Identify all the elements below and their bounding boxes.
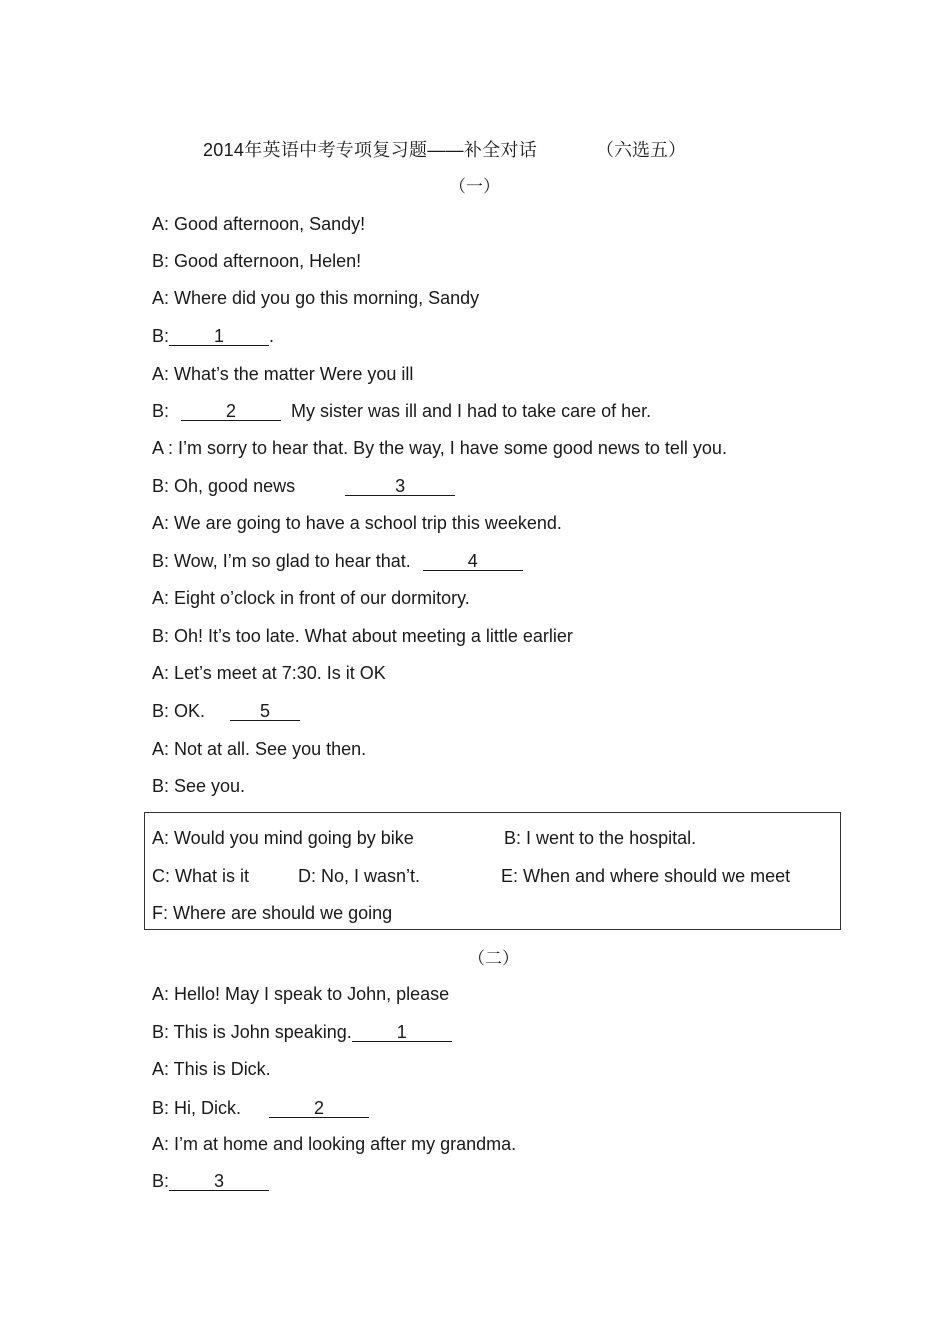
answer-blank[interactable]: 4 [423,552,523,571]
title-main: 2014年英语中考专项复习题——补全对话 [203,140,538,160]
dialogue-line-with-blank [152,1171,269,1192]
dialogue-line: A: What’s the matter Were you ill [152,364,414,384]
speaker-prefix: B: [152,326,170,346]
dialogue-line-with-blank [152,1022,452,1043]
dialogue-line: B: See you. [152,776,246,796]
answer-blank[interactable]: 1 [352,1023,452,1042]
dialogue-line: A : I’m sorry to hear that. By the way, I have some good news to tell you. [152,438,727,458]
dialogue-line-with-blank [152,1098,369,1119]
answer-blank[interactable]: 1 [169,327,269,346]
speaker-prefix: B: [152,401,170,421]
option-a: A: Would you mind going by bike [152,828,414,848]
dialogue-line: A: Let’s meet at 7:30. Is it OK [152,663,386,683]
document-title [0,136,950,162]
speaker-prefix: B: Wow, I’m so glad to hear that. [152,551,411,571]
speaker-prefix: B: [152,1171,170,1191]
options-box [144,812,841,930]
answer-blank[interactable]: 2 [181,402,281,421]
dialogue-line: B: Good afternoon, Helen! [152,251,362,271]
speaker-prefix: B: Hi, Dick. [152,1098,242,1118]
section-1-heading: （一） [449,177,500,197]
dialogue-line: A: Not at all. See you then. [152,739,367,759]
option-f: F: Where are should we going [152,903,393,923]
dialogue-line-with-blank [152,326,274,347]
dialogue-line: A: We are going to have a school trip this weekend. [152,513,562,533]
dialogue-line-with-blank [152,551,523,572]
answer-blank[interactable]: 2 [269,1099,369,1118]
answer-blank[interactable]: 5 [230,702,300,721]
answer-blank[interactable]: 3 [345,477,455,496]
option-d: D: No, I wasn’t. [298,866,421,886]
option-e: E: When and where should we meet [501,866,791,886]
dialogue-line: A: Hello! May I speak to John, please [152,984,450,1004]
option-b: B: I went to the hospital. [504,828,697,848]
dialogue-line-with-blank [152,401,651,422]
speaker-prefix: B: This is John speaking. [152,1022,352,1042]
dialogue-line: A: This is Dick. [152,1059,271,1079]
line-suffix: My sister was ill and I had to take care of her. [291,401,652,421]
speaker-prefix: B: Oh, good news [152,476,296,496]
dialogue-line: B: Oh! It’s too late. What about meeting a little earlier [152,626,573,646]
dialogue-line: A: I’m at home and looking after my grandma. [152,1134,517,1154]
speaker-prefix: B: OK. [152,701,206,721]
dialogue-line: A: Good afternoon, Sandy! [152,214,366,234]
dialogue-line: A: Eight o’clock in front of our dormitory. [152,588,470,608]
dialogue-line-with-blank [152,476,455,497]
line-suffix: . [269,326,275,346]
dialogue-line: A: Where did you go this morning, Sandy [152,288,480,308]
title-paren: （六选五） [596,140,686,160]
option-c: C: What is it [152,866,250,886]
dialogue-line-with-blank [152,701,300,722]
answer-blank[interactable]: 3 [169,1172,269,1191]
section-2-heading: （二） [468,949,519,969]
